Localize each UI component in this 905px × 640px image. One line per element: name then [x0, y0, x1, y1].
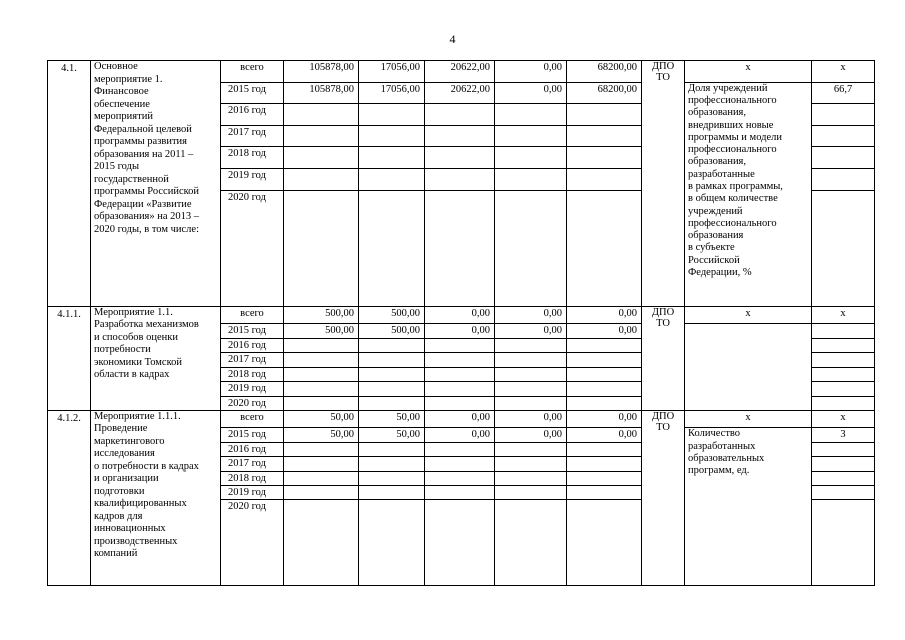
amount-cell — [284, 190, 359, 306]
period-label: 2018 год — [221, 471, 284, 485]
amount-cell — [567, 486, 642, 500]
amount-cell — [495, 125, 567, 147]
indicator-value-x-cell: x — [812, 61, 875, 83]
indicator-name — [685, 324, 812, 410]
amount-cell — [567, 367, 642, 381]
indicator-line: профессионального — [688, 217, 777, 229]
table-row — [48, 410, 875, 428]
indicator-name — [685, 82, 812, 306]
description-line: государственной — [94, 173, 169, 185]
description-line: исследования — [94, 448, 155, 460]
indicator-line: разработанные — [688, 168, 755, 180]
indicator-line: в рамках программы, — [688, 180, 783, 192]
amount-cell — [425, 486, 495, 500]
amount-cell — [567, 190, 642, 306]
table-row — [48, 306, 875, 324]
period-label: 2015 год — [221, 324, 284, 338]
amount-cell — [567, 125, 642, 147]
indicator-x-cell: x — [685, 61, 812, 83]
amount-cell — [567, 500, 642, 586]
amount-cell: 0,00 — [567, 428, 642, 442]
amount-cell: 50,00 — [359, 410, 425, 428]
amount-cell — [284, 442, 359, 456]
executor-line: ТО — [656, 421, 670, 433]
section-index: 4.1.1. — [48, 306, 91, 410]
description-line: о потребности в кадрах — [94, 460, 199, 472]
description-line: подготовки — [94, 485, 145, 497]
amount-cell: 0,00 — [495, 82, 567, 104]
amount-cell — [284, 338, 359, 352]
indicator-line: Федерации, % — [688, 267, 752, 279]
amount-cell — [359, 367, 425, 381]
amount-cell — [359, 125, 425, 147]
description-line: образования на 2011 – — [94, 148, 194, 160]
indicator-name — [685, 428, 812, 586]
amount-cell — [495, 190, 567, 306]
amount-cell — [495, 147, 567, 169]
amount-cell — [425, 353, 495, 367]
amount-cell — [284, 396, 359, 410]
indicator-line: Доля учреждений — [688, 82, 768, 94]
table-row — [48, 61, 875, 83]
amount-cell — [359, 382, 425, 396]
indicator-line: разработанных — [688, 440, 756, 452]
amount-cell — [284, 169, 359, 191]
indicator-line: программ, ед. — [688, 465, 750, 477]
amount-cell — [425, 367, 495, 381]
indicator-value: 3 — [812, 428, 875, 442]
indicator-line: профессионального — [688, 94, 777, 106]
period-label: всего — [221, 410, 284, 428]
amount-cell — [567, 104, 642, 126]
amount-cell — [425, 442, 495, 456]
indicator-value — [812, 500, 875, 586]
amount-cell: 50,00 — [284, 410, 359, 428]
indicator-value-x-cell: x — [812, 410, 875, 428]
description-line: мероприятий — [94, 111, 153, 122]
measure-description — [91, 410, 221, 585]
description-line: Федеральной целевой — [94, 123, 192, 135]
description-line: и способов оценки — [94, 331, 178, 343]
amount-cell — [284, 125, 359, 147]
description-line: Разработка механизмов — [94, 319, 199, 331]
amount-cell: 500,00 — [359, 306, 425, 324]
amount-cell: 105878,00 — [284, 61, 359, 83]
period-label: 2020 год — [221, 500, 284, 586]
indicator-line: учреждений — [688, 205, 743, 217]
description-line: компаний — [94, 548, 138, 560]
description-line: обеспечение — [94, 98, 150, 110]
amount-cell — [495, 338, 567, 352]
amount-cell — [495, 382, 567, 396]
amount-cell — [425, 147, 495, 169]
measure-description — [91, 306, 221, 410]
executor-line: ТО — [656, 72, 670, 83]
executor-line: ТО — [656, 317, 670, 329]
amount-cell — [495, 457, 567, 471]
description-line: 2015 годы — [94, 161, 140, 172]
description-line: мероприятие 1. — [94, 73, 163, 85]
amount-cell — [284, 353, 359, 367]
indicator-value — [812, 396, 875, 410]
indicator-value — [812, 457, 875, 471]
amount-cell — [359, 169, 425, 191]
indicator-line: образовательных — [688, 453, 765, 464]
indicator-value — [812, 125, 875, 147]
period-label: 2019 год — [221, 169, 284, 191]
description-line: Мероприятие 1.1.1. — [94, 410, 181, 422]
indicator-line: в субъекте — [688, 242, 735, 254]
indicator-value — [812, 367, 875, 381]
indicator-value — [812, 353, 875, 367]
amount-cell — [495, 367, 567, 381]
amount-cell — [495, 471, 567, 485]
period-label: 2019 год — [221, 486, 284, 500]
description-line: и организации — [94, 473, 159, 485]
amount-cell — [284, 486, 359, 500]
amount-cell — [359, 147, 425, 169]
amount-cell — [495, 500, 567, 586]
description-line: Основное — [94, 61, 138, 72]
amount-cell — [495, 396, 567, 410]
indicator-value — [812, 338, 875, 352]
indicator-value — [812, 169, 875, 191]
amount-cell — [425, 190, 495, 306]
description-line: Проведение — [94, 423, 148, 435]
indicator-value — [812, 190, 875, 306]
amount-cell — [425, 169, 495, 191]
period-label: 2015 год — [221, 428, 284, 442]
amount-cell: 0,00 — [425, 324, 495, 338]
amount-cell — [284, 500, 359, 586]
indicator-line: в общем количестве — [688, 193, 778, 205]
executor-cell — [642, 61, 685, 307]
indicator-value — [812, 442, 875, 456]
amount-cell: 105878,00 — [284, 82, 359, 104]
amount-cell: 0,00 — [495, 306, 567, 324]
indicator-x-cell: x — [685, 410, 812, 428]
executor-line: ДПО — [651, 410, 675, 422]
amount-cell — [567, 169, 642, 191]
executor-line: ДПО — [651, 306, 675, 318]
description-line: Мероприятие 1.1. — [94, 306, 173, 318]
amount-cell — [495, 104, 567, 126]
indicator-value — [812, 147, 875, 169]
description-line: квалифицированных — [94, 498, 187, 510]
amount-cell — [495, 486, 567, 500]
period-label: 2017 год — [221, 125, 284, 147]
amount-cell — [359, 396, 425, 410]
indicator-line: Российской — [688, 254, 740, 266]
amount-cell — [359, 104, 425, 126]
period-label: 2020 год — [221, 190, 284, 306]
period-label: 2016 год — [221, 338, 284, 352]
executor-cell — [642, 410, 685, 585]
page-number: 4 — [449, 32, 456, 46]
amount-cell: 68200,00 — [567, 61, 642, 83]
amount-cell — [567, 382, 642, 396]
amount-cell — [425, 396, 495, 410]
amount-cell — [359, 471, 425, 485]
amount-cell — [284, 104, 359, 126]
indicator-x-cell: x — [685, 306, 812, 324]
section-index: 4.1.2. — [48, 410, 91, 585]
amount-cell — [284, 147, 359, 169]
indicator-value — [812, 382, 875, 396]
amount-cell — [359, 500, 425, 586]
indicator-value — [812, 471, 875, 485]
amount-cell — [567, 457, 642, 471]
amount-cell — [425, 338, 495, 352]
amount-cell: 0,00 — [495, 410, 567, 428]
description-line: программы развития — [94, 136, 187, 147]
amount-cell — [359, 457, 425, 471]
description-line: кадров для — [94, 510, 143, 522]
amount-cell: 0,00 — [567, 324, 642, 338]
indicator-line: программы и модели — [688, 131, 783, 143]
executor-cell — [642, 306, 685, 410]
amount-cell — [495, 353, 567, 367]
period-label: 2017 год — [221, 457, 284, 471]
amount-cell — [425, 125, 495, 147]
description-line: маркетингового — [94, 435, 165, 447]
indicator-line: образования, — [688, 107, 747, 119]
period-label: 2018 год — [221, 147, 284, 169]
indicator-line: внедривших новые — [688, 119, 774, 131]
period-label: 2016 год — [221, 104, 284, 126]
period-label: 2015 год — [221, 82, 284, 104]
amount-cell: 0,00 — [425, 306, 495, 324]
amount-cell: 50,00 — [359, 428, 425, 442]
amount-cell: 0,00 — [495, 428, 567, 442]
amount-cell — [284, 457, 359, 471]
amount-cell: 0,00 — [567, 306, 642, 324]
description-line: образования» на 2013 – — [94, 211, 200, 222]
program-table — [47, 60, 875, 586]
amount-cell — [567, 338, 642, 352]
amount-cell: 0,00 — [425, 410, 495, 428]
amount-cell — [425, 471, 495, 485]
amount-cell: 17056,00 — [359, 61, 425, 83]
amount-cell — [359, 442, 425, 456]
amount-cell: 17056,00 — [359, 82, 425, 104]
amount-cell — [567, 147, 642, 169]
amount-cell — [495, 169, 567, 191]
amount-cell: 0,00 — [495, 61, 567, 83]
amount-cell: 500,00 — [284, 306, 359, 324]
description-line: Финансовое — [94, 86, 149, 97]
amount-cell — [567, 442, 642, 456]
period-label: 2018 год — [221, 367, 284, 381]
amount-cell: 50,00 — [284, 428, 359, 442]
description-line: инновационных — [94, 523, 166, 535]
description-line: 2020 годы, в том числе: — [94, 223, 199, 235]
amount-cell: 20622,00 — [425, 82, 495, 104]
amount-cell — [567, 396, 642, 410]
amount-cell — [567, 471, 642, 485]
period-label: 2017 год — [221, 353, 284, 367]
amount-cell — [425, 457, 495, 471]
amount-cell: 68200,00 — [567, 82, 642, 104]
executor-line: ДПО — [651, 61, 675, 72]
period-label: 2019 год — [221, 382, 284, 396]
amount-cell — [495, 442, 567, 456]
amount-cell — [359, 486, 425, 500]
indicator-line: Количество — [688, 428, 741, 440]
period-label: 2016 год — [221, 442, 284, 456]
amount-cell: 0,00 — [567, 410, 642, 428]
amount-cell — [425, 104, 495, 126]
indicator-value — [812, 486, 875, 500]
amount-cell — [359, 338, 425, 352]
indicator-line: профессионального — [688, 144, 777, 156]
amount-cell — [359, 190, 425, 306]
indicator-line: образования — [688, 230, 744, 242]
section-index: 4.1. — [48, 61, 91, 307]
period-label: всего — [221, 306, 284, 324]
indicator-value-x-cell: x — [812, 306, 875, 324]
amount-cell — [284, 471, 359, 485]
amount-cell — [359, 353, 425, 367]
indicator-line: образования, — [688, 156, 747, 168]
amount-cell — [284, 382, 359, 396]
amount-cell: 20622,00 — [425, 61, 495, 83]
amount-cell: 0,00 — [495, 324, 567, 338]
description-line: потребности — [94, 344, 151, 356]
amount-cell — [284, 367, 359, 381]
description-line: производственных — [94, 535, 178, 547]
description-line: экономики Томской — [94, 356, 183, 368]
amount-cell: 500,00 — [284, 324, 359, 338]
description-line: программы Российской — [94, 186, 200, 197]
amount-cell: 500,00 — [359, 324, 425, 338]
indicator-value — [812, 104, 875, 126]
amount-cell — [425, 382, 495, 396]
amount-cell: 0,00 — [425, 428, 495, 442]
description-line: области в кадрах — [94, 369, 170, 381]
indicator-value: 66,7 — [812, 82, 875, 104]
indicator-value — [812, 324, 875, 338]
measure-description — [91, 61, 221, 307]
amount-cell — [425, 500, 495, 586]
period-label: всего — [221, 61, 284, 83]
amount-cell — [567, 353, 642, 367]
period-label: 2020 год — [221, 396, 284, 410]
description-line: Федерации «Развитие — [94, 198, 192, 210]
